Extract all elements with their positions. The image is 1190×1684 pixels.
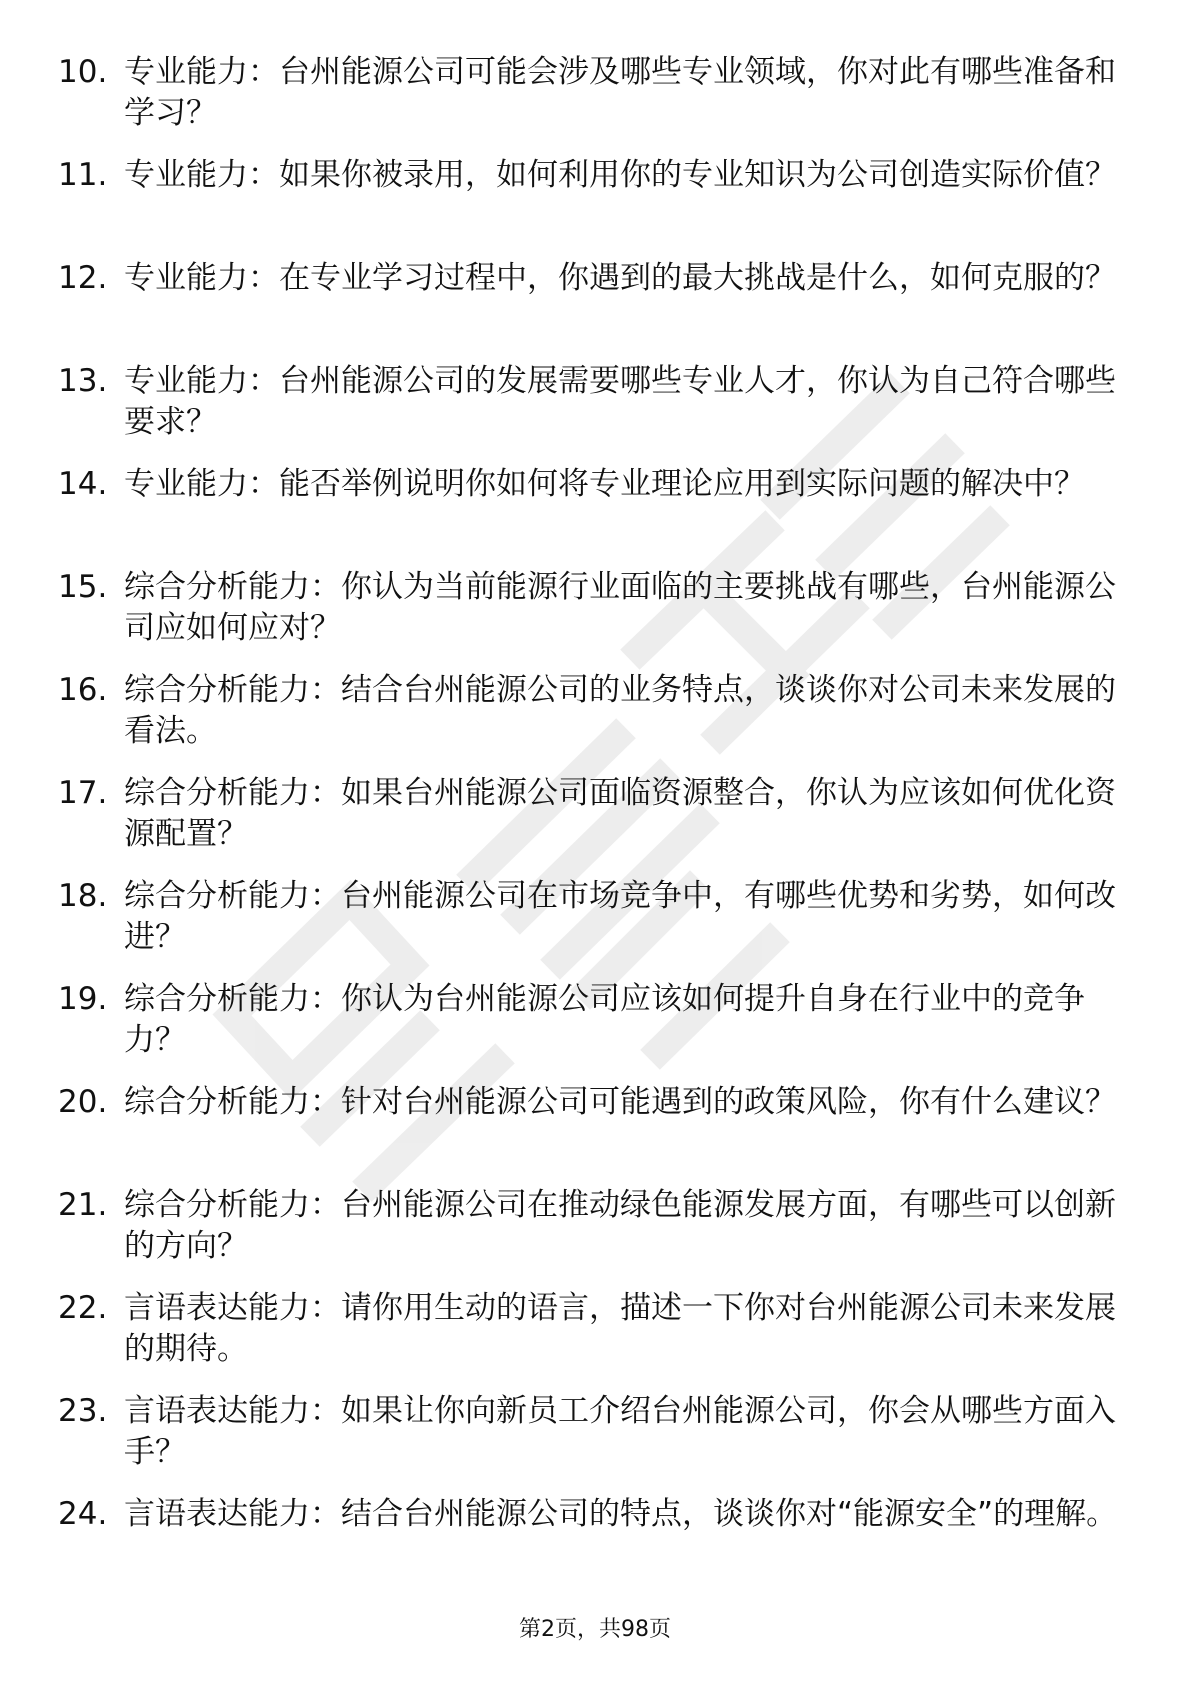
- question-number: 14.: [58, 466, 108, 502]
- question-text: 综合分析能力：你认为当前能源行业面临的主要挑战有哪些，台州能源公司应如何应对？: [124, 569, 1116, 646]
- question-text: 专业能力：如果你被录用，如何利用你的专业知识为公司创造实际价值？: [124, 157, 1116, 193]
- question-item: [58, 1185, 1118, 1288]
- question-list: [58, 52, 1118, 1597]
- question-number: 15.: [58, 569, 108, 605]
- question-number: 19.: [58, 981, 108, 1017]
- question-item: [58, 258, 1118, 361]
- question-number: 10.: [58, 54, 108, 90]
- question-item: [58, 670, 1118, 773]
- question-number: 21.: [58, 1187, 108, 1223]
- question-text: 综合分析能力：如果台州能源公司面临资源整合，你认为应该如何优化资源配置？: [124, 775, 1116, 852]
- question-item: [58, 1288, 1118, 1391]
- question-text: 言语表达能力：请你用生动的语言，描述一下你对台州能源公司未来发展的期待。: [124, 1290, 1116, 1367]
- question-item: [58, 979, 1118, 1082]
- question-text: 专业能力：能否举例说明你如何将专业理论应用到实际问题的解决中？: [124, 466, 1085, 502]
- question-text: 专业能力：台州能源公司可能会涉及哪些专业领域，你对此有哪些准备和学习？: [124, 54, 1116, 131]
- question-text: 综合分析能力：台州能源公司在市场竞争中，有哪些优势和劣势，如何改进？: [124, 878, 1116, 955]
- question-text: 综合分析能力：你认为台州能源公司应该如何提升自身在行业中的竞争力？: [124, 981, 1085, 1058]
- question-number: 11.: [58, 157, 108, 193]
- question-text: 专业能力：在专业学习过程中，你遇到的最大挑战是什么，如何克服的？: [124, 260, 1116, 296]
- question-item: [58, 361, 1118, 464]
- question-text: 专业能力：台州能源公司的发展需要哪些专业人才，你认为自己符合哪些要求？: [124, 363, 1116, 440]
- page-footer: [0, 1616, 1190, 1644]
- question-text: 综合分析能力：结合台州能源公司的业务特点，谈谈你对公司未来发展的看法。: [124, 672, 1116, 749]
- question-number: 12.: [58, 260, 108, 296]
- question-text: 综合分析能力：台州能源公司在推动绿色能源发展方面，有哪些可以创新的方向？: [124, 1187, 1116, 1264]
- question-item: [58, 1494, 1118, 1597]
- question-item: [58, 1391, 1118, 1494]
- question-item: [58, 464, 1118, 567]
- question-number: 17.: [58, 775, 108, 811]
- question-number: 18.: [58, 878, 108, 914]
- question-item: [58, 1082, 1118, 1185]
- question-number: 22.: [58, 1290, 108, 1326]
- question-number: 20.: [58, 1084, 108, 1120]
- question-item: [58, 52, 1118, 155]
- page-number-label: 第2页，共98页: [519, 1617, 671, 1642]
- question-text: 言语表达能力：如果让你向新员工介绍台州能源公司，你会从哪些方面入手？: [124, 1393, 1116, 1470]
- question-text: 综合分析能力：针对台州能源公司可能遇到的政策风险，你有什么建议？: [124, 1084, 1116, 1120]
- question-text: 言语表达能力：结合台州能源公司的特点，谈谈你对“能源安全”的理解。: [124, 1496, 1118, 1532]
- question-number: 13.: [58, 363, 108, 399]
- question-item: [58, 876, 1118, 979]
- question-item: [58, 155, 1118, 258]
- question-item: [58, 773, 1118, 876]
- question-item: [58, 567, 1118, 670]
- question-number: 23.: [58, 1393, 108, 1429]
- question-number: 24.: [58, 1496, 108, 1532]
- question-number: 16.: [58, 672, 108, 708]
